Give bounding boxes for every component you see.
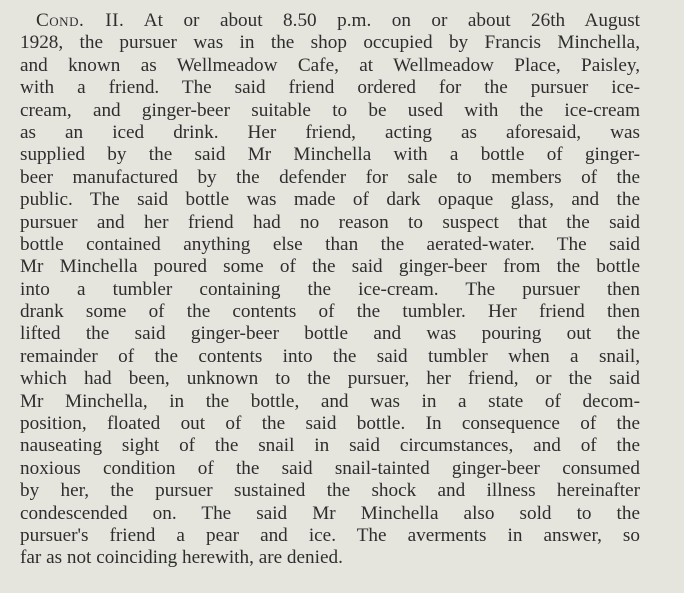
text-line-6: as an iced drink. Her friend, acting as aforesaid, was	[20, 121, 640, 143]
text-line-9: public. The said bottle was made of dark opaque glass, and the	[20, 189, 640, 211]
text-line-4: with a friend. The said friend ordered for the pursuer ice-	[20, 77, 640, 99]
text-line-23: condescended on. The said Mr Minchella also sold to the	[20, 502, 640, 524]
condescendence-paragraph	[20, 10, 640, 570]
text-line-8: beer manufactured by the defender for sale to members of the	[20, 166, 640, 188]
text-line-20: nauseating sight of the snail in said circumstances, and of the	[20, 435, 640, 457]
text-line-15: lifted the said ginger-beer bottle and was pouring out the	[20, 323, 640, 345]
text-line-12: Mr Minchella poured some of the said ginger-beer from the bottle	[20, 256, 640, 278]
text-line-13: into a tumbler containing the ice-cream. The pursuer then	[20, 278, 640, 300]
text-line-3: and known as Wellmeadow Cafe, at Wellmeadow Place, Paisley,	[20, 54, 640, 76]
text-line-18: Mr Minchella, in the bottle, and was in a state of decom-	[20, 390, 640, 412]
paragraph-heading: Cond. II.	[36, 10, 125, 31]
text-line-19: position, floated out of the said bottle. In consequence of the	[20, 413, 640, 435]
text-line-16: remainder of the contents into the said tumbler when a snail,	[20, 345, 640, 367]
text-line-5: cream, and ginger-beer suitable to be used with the ice-cream	[20, 99, 640, 121]
text-line-25: far as not coinciding herewith, are denied.	[20, 547, 343, 569]
text-line-7: supplied by the said Mr Minchella with a bottle of ginger-	[20, 144, 640, 166]
text-line-10: pursuer and her friend had no reason to suspect that the said	[20, 211, 640, 233]
text-line-1: Cond. II. At or about 8.50 p.m. on or about 26th August	[36, 10, 640, 31]
text-line-22: by her, the pursuer sustained the shock and illness hereinafter	[20, 480, 640, 502]
text-line-17: which had been, unknown to the pursuer, her friend, or the said	[20, 368, 640, 390]
text-line-24: pursuer's friend a pear and ice. The averments in answer, so	[20, 524, 640, 546]
text-line-21: noxious condition of the said snail-tainted ginger-beer consumed	[20, 457, 640, 479]
text-line-14: drank some of the contents of the tumbler. Her friend then	[20, 301, 640, 323]
text-line-11: bottle contained anything else than the aerated-water. The said	[20, 233, 640, 255]
text-line-2: 1928, the pursuer was in the shop occupied by Francis Minchella,	[20, 32, 640, 54]
